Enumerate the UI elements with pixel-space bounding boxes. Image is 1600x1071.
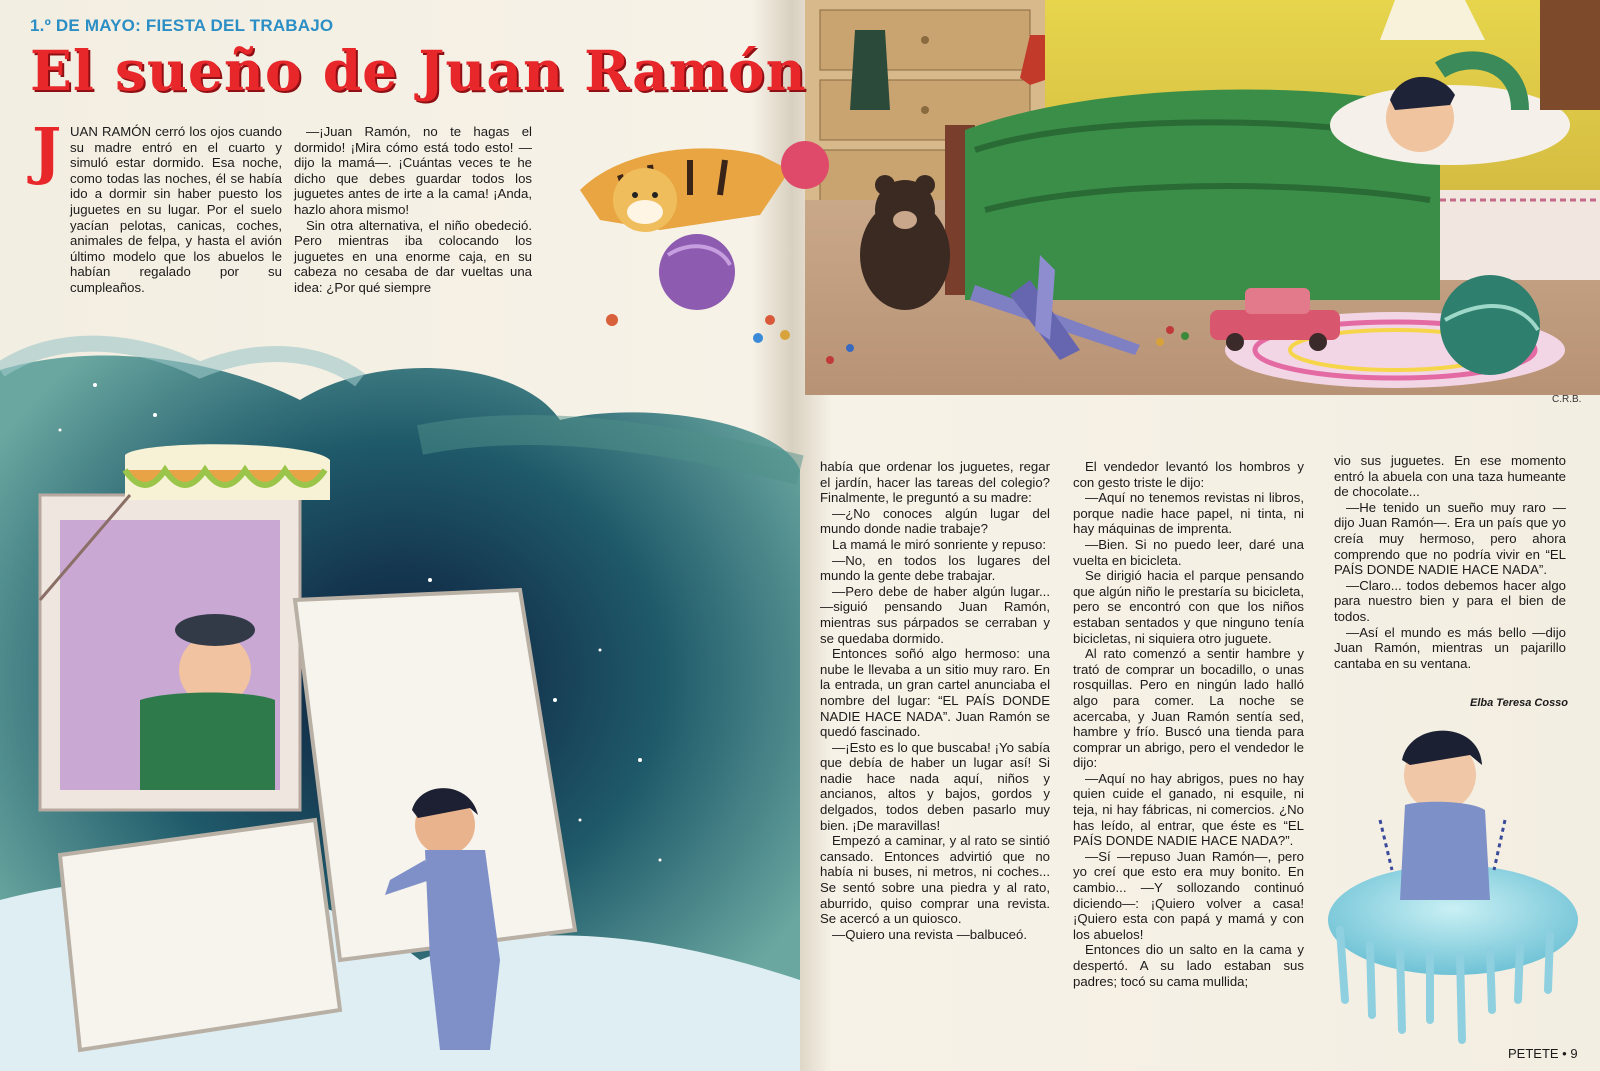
author-byline: Elba Teresa Cosso (1470, 697, 1569, 709)
paragraph: El vendedor levantó los hombros y con gesto triste le dijo: (1073, 459, 1304, 490)
paragraph: La mamá le miró sonriente y repuso: (832, 536, 1047, 552)
green-ball (1440, 275, 1540, 375)
paragraph: Se dirigió hacia el parque pensando que algún niño le prestaría su bicicleta, pero se encontró con que los niños estaban sentados y que ninguno tenía bicicletas, ni siquiera otro juguete. (1073, 568, 1304, 646)
article-title: El sueño de Juan Ramón (30, 38, 807, 103)
paragraph: —Quiero una revista —balbuceó. (832, 926, 1027, 942)
paragraph: —Aquí no tenemos revistas ni libros, porque nadie hace papel, ni tinta, ni hay máquinas de imprenta. (1073, 490, 1304, 537)
text-column-2 (294, 124, 532, 296)
text-column-3 (820, 459, 1050, 942)
paragraph: —Bien. Si no puedo leer, daré una vuelta en bicicleta. (1073, 536, 1304, 568)
page-folio: PETETE • 9 (1508, 1046, 1578, 1061)
dream-cloud-kiosk-scene (0, 344, 800, 1071)
section-kicker: 1.º DE MAYO: FIESTA DEL TRABAJO (30, 16, 334, 35)
text-column-4 (1073, 459, 1304, 989)
artist-signature: C.R.B. (1552, 394, 1582, 405)
paragraph: —No, en todos los lugares del mundo la gente debe trabajar. (820, 552, 1050, 584)
paragraph: vio sus juguetes. En ese momento entró la abuela con una taza humeante de chocolate... (1334, 453, 1566, 500)
paragraph: —Pero debe de haber algún lugar... —siguió pensando Juan Ramón, mientras sus párpados se cerraban y se quedaba dormido. (820, 583, 1050, 646)
drop-cap: J (32, 114, 62, 187)
paragraph: Entonces soñó algo hermoso: una nube le llevaba a un sitio muy raro. En la entrada, un gran cartel anunciaba el nombre del lugar: “EL PAÍS DONDE NADIE HACE NADA”. Juan Ramón se quedó fascinado. (820, 646, 1050, 740)
toy-tiger (580, 148, 790, 232)
paragraph: —¡Juan Ramón, no te hagas el dormido! ¡Mira cómo está todo esto! —dijo la mamá—. ¡Cuántas veces te he dicho que debes guardar todos los juguetes antes de irte a la cama! ¡Anda, hazlo ahora mismo! (294, 124, 532, 217)
paragraph: —Sí —repuso Juan Ramón—, pero yo creí que esto era muy bonito. En cambio... —Y sollozando continuó diciendo—: ¡Quiero volver a casa! ¡Quiero esta con papá y mamá y con los abuelos! (1073, 848, 1304, 942)
paragraph: —¿No conoces algún lugar del mundo donde nadie trabaje? (820, 505, 1050, 537)
paragraph: Al rato comenzó a sentir hambre y trató de comprar un bocadillo, o unas rosquillas. Pero en ningún lado halló algo para comer. La noche se acercaba, y Juan Ramón sentía sed, hambre y frío. Buscó una tienda para comprar un abrigo, pero el vendedor le dijo: (1073, 646, 1304, 771)
paragraph: —Así el mundo es más bello —dijo Juan Ramón, mientras un pajarillo cantaba en su ventana. (1334, 624, 1566, 671)
hanging-jacket (850, 30, 890, 110)
paragraph: Entonces dio un salto en la cama y despertó. A su lado estaban sus padres; tocó su cama mullida; (1073, 942, 1304, 989)
paragraph: —Aquí no hay abrigos, pues no hay quien cuide el ganado, ni esquile, ni teja, ni hay fábricas, ni comercios. ¿No has leído, al entrar, que éste es “EL PAÍS DONDE NADIE HACE NADA?”. (1073, 770, 1304, 849)
paragraph: UAN RAMÓN cerró los ojos cuando su madre entró en el cuarto y simuló estar dormido. Esa noche, como todas las noches, él se había ido a dormir sin haber puesto los juguetes en su lugar. Por el suelo yacían pelotas, canicas, coches, animales de felpa, y hasta el avión último modelo que los abuelos le habían regalado por su cumpleaños. (70, 124, 282, 295)
text-column-5 (1334, 453, 1566, 671)
shivering-boy-on-cloud (1328, 731, 1578, 1040)
paragraph: —He tenido un sueño muy raro —dijo Juan Ramón—. Era un país que yo creía muy hermoso, pero ahora comprendo que no podría vivir en “EL PAÍS DONDE NADIE HACE NADA”. (1334, 499, 1566, 578)
paragraph: Sin otra alternativa, el niño obedeció. Pero mientras iba colocando los juguetes en una enorme caja, en su cabeza no cesaba de dar vueltas una idea: ¿Por qué siempre (294, 217, 532, 295)
pink-ball (781, 141, 829, 189)
paragraph: Empezó a caminar, y al rato se sintió cansado. Entonces advirtió que no había ni buses, ni metros, ni coches... Se sentó sobre una piedra y al rato, aburrido, quiso comprar una revista. Se acercó a un quiosco. (820, 833, 1050, 927)
text-column-1 (36, 124, 282, 296)
paragraph: había que ordenar los juguetes, regar el jardín, hacer las tareas del colegio? Finalmente, le preguntó a su madre: (820, 459, 1050, 506)
paragraph: —¡Esto es lo que buscaba! ¡Yo sabía que debía de haber un lugar así! Si nadie hace nada aquí, niños y ancianos, altos y bajos, gordos y delgados, todos deben pasarlo muy bien. ¡De maravillas! (820, 739, 1050, 833)
paragraph: —Claro... todos debemos hacer algo para nuestro bien y para el bien de todos. (1334, 577, 1566, 624)
